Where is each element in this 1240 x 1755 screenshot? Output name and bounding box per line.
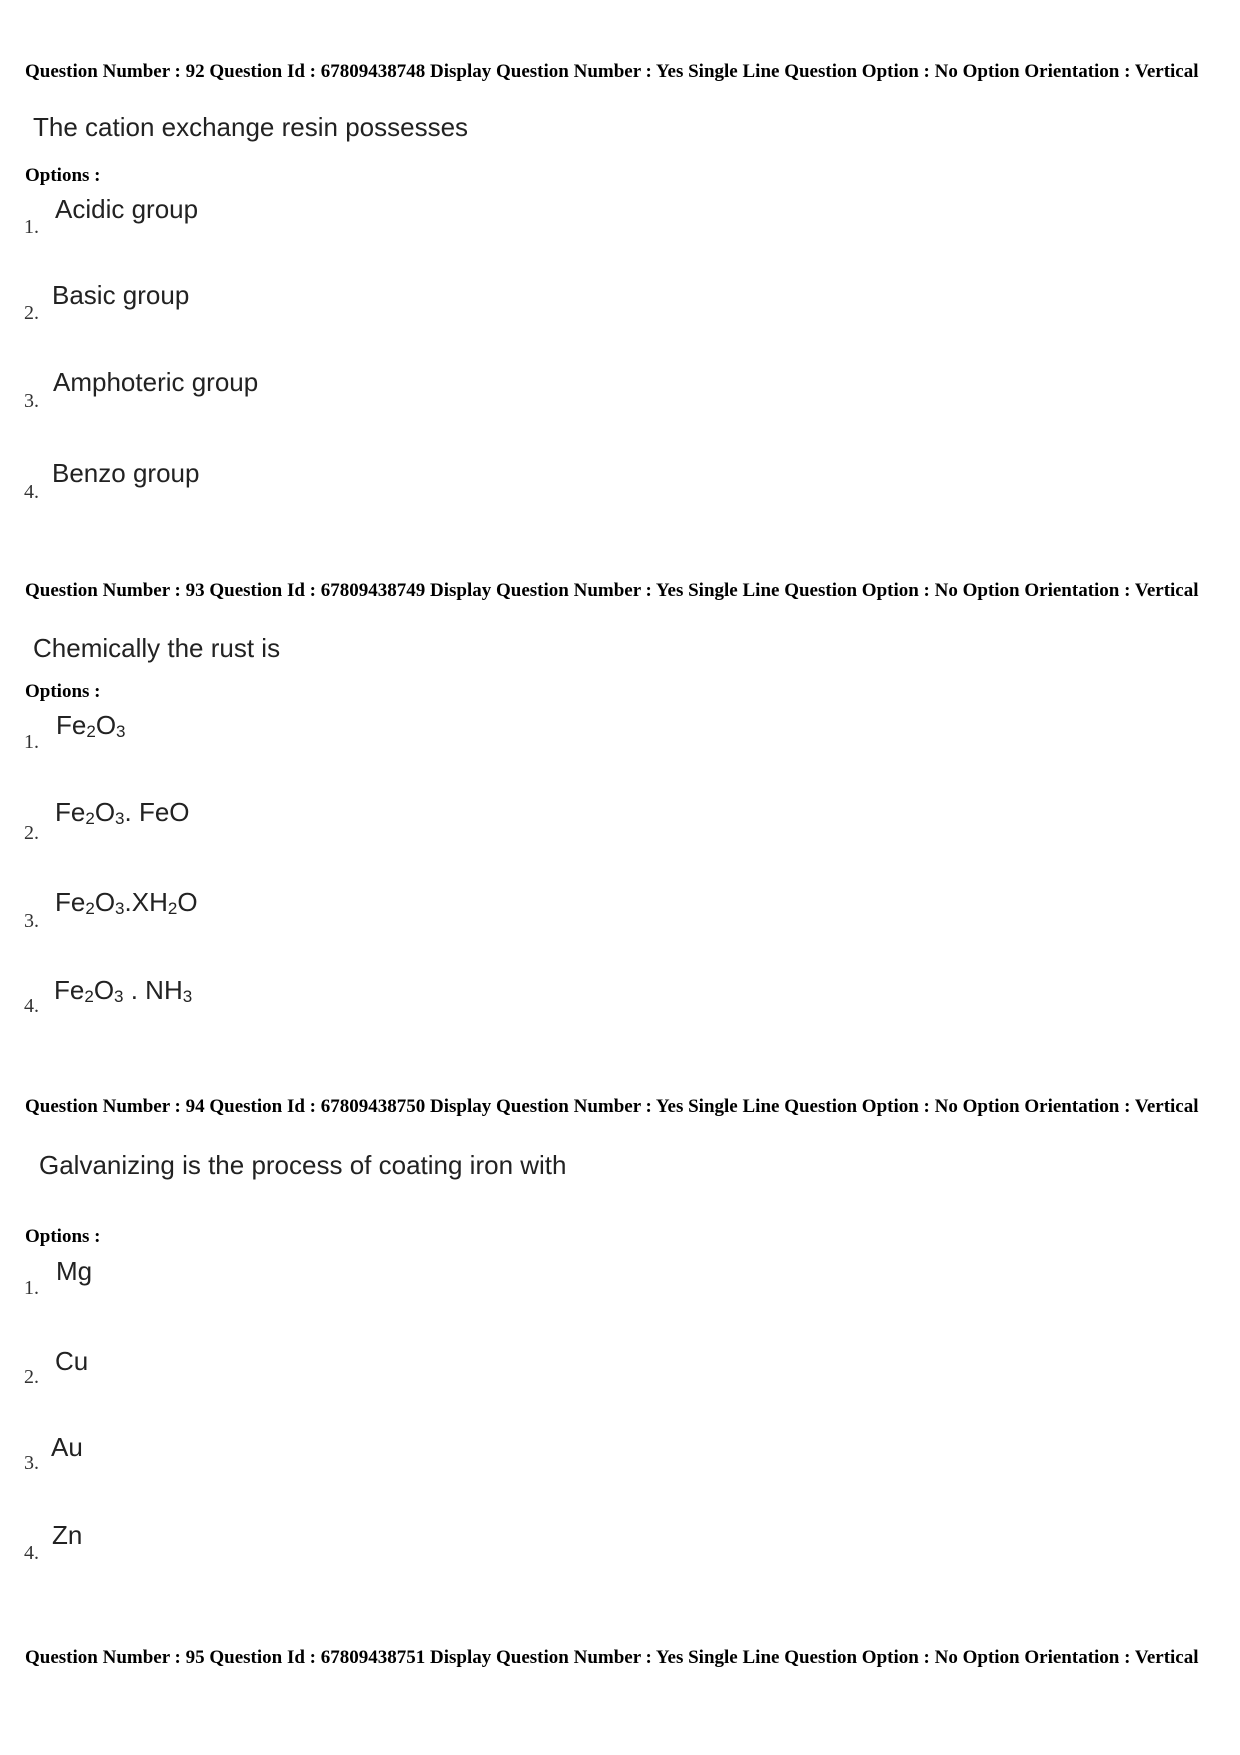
- option-number: 2.: [24, 1366, 39, 1388]
- option-formula: $Fe_2O_3$: [56, 710, 126, 741]
- option-text: Acidic group: [55, 194, 199, 224]
- question-header: Question Number : 94 Question Id : 67809438750 Display Question Number : Yes Single Line Question Option : No Option Orientation : Vertical: [25, 1096, 1199, 1117]
- question-text: Chemically the rust is: [33, 633, 281, 663]
- question-header: Question Number : 92 Question Id : 67809438748 Display Question Number : Yes Single Line Question Option : No Option Orientation : Vertical: [25, 61, 1199, 82]
- option-number: 1.: [24, 731, 39, 753]
- option-text: Mg: [56, 1256, 93, 1286]
- option-number: 3.: [24, 910, 39, 932]
- option-formula: $Fe_2O_3$ . $NH_3$: [54, 975, 193, 1006]
- option-number: 1.: [24, 216, 39, 238]
- options-label: Options :: [25, 1226, 101, 1247]
- question-header: Question Number : 93 Question Id : 67809438749 Display Question Number : Yes Single Line Question Option : No Option Orientation : Vertical: [25, 580, 1199, 601]
- option-text: Cu: [55, 1346, 89, 1376]
- options-label: Options :: [25, 681, 101, 702]
- option-number: 2.: [24, 822, 39, 844]
- question-text: The cation exchange resin possesses: [33, 112, 469, 142]
- options-label: Options :: [25, 165, 101, 186]
- option-number: 4.: [24, 995, 39, 1017]
- option-number: 1.: [24, 1277, 39, 1299]
- option-text: Benzo group: [52, 458, 200, 488]
- option-number: 3.: [24, 390, 39, 412]
- option-text: Zn: [52, 1520, 83, 1550]
- option-formula: $Fe_2O_3$. FeO: [55, 797, 190, 828]
- option-formula: $Fe_2O_3.XH_2O$: [55, 887, 198, 918]
- option-text: Basic group: [52, 280, 190, 310]
- option-number: 4.: [24, 1542, 39, 1564]
- option-number: 2.: [24, 302, 39, 324]
- question-header: Question Number : 95 Question Id : 67809438751 Display Question Number : Yes Single Line Question Option : No Option Orientation : Vertical: [25, 1647, 1199, 1668]
- option-text: Au: [51, 1432, 83, 1462]
- question-text: Galvanizing is the process of coating iron with: [39, 1150, 567, 1180]
- option-text: Amphoteric group: [53, 367, 259, 397]
- option-number: 4.: [24, 481, 39, 503]
- option-number: 3.: [24, 1452, 39, 1474]
